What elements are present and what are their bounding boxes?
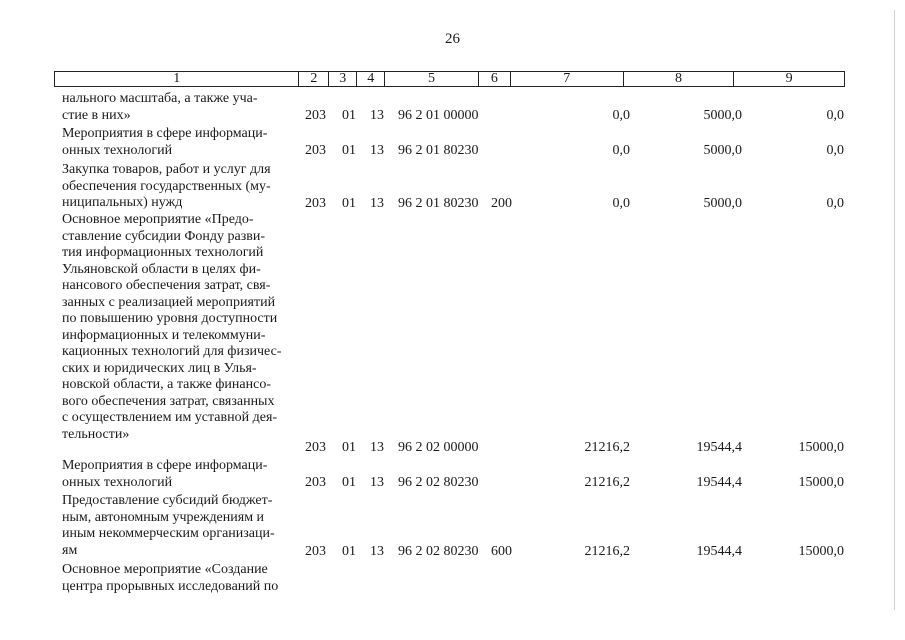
row-code-4: 13 [370,108,384,123]
row-code-2: 203 [305,475,326,490]
row-description [62,458,298,491]
header-col-3: 3 [329,72,357,86]
row-code-3: 01 [342,143,356,158]
desc-line: с осуществлением им уставной дея- [62,410,278,425]
row-code-3: 01 [342,544,356,559]
row-value-8: 5000,0 [703,143,742,158]
row-code-4: 13 [370,196,384,211]
desc-line: обеспечения государственных (му- [62,178,271,194]
row-code-3: 01 [342,196,356,211]
row-value-7: 21216,2 [584,440,630,455]
header-col-2: 2 [299,72,329,86]
row-value-7: 21216,2 [584,475,630,490]
desc-line: стие в них» [62,107,131,123]
row-value-7: 21216,2 [584,544,630,559]
row-code-2: 203 [305,108,326,123]
row-value-8: 19544,4 [696,475,742,490]
desc-line: иным некоммерческим организаци- [62,526,275,541]
header-col-9: 9 [785,71,793,86]
desc-line: новской области, а также финансо- [62,377,271,392]
row-value-7: 0,0 [612,108,630,123]
row-value-7: 0,0 [612,196,630,211]
row-code-6: 200 [491,196,512,211]
row-value-9: 15000,0 [798,475,844,490]
row-code-2: 203 [305,544,326,559]
row-value-9: 0,0 [826,108,844,123]
row-description [62,212,298,443]
row-code-5: 96 2 01 80230 [398,196,479,211]
row-code-4: 13 [370,475,384,490]
desc-line: Ульяновской области в целях фи- [62,261,261,277]
desc-line: Предоставление субсидий бюджет- [62,493,273,508]
row-value-8: 19544,4 [696,440,742,455]
row-code-5: 96 2 02 80230 [398,475,479,490]
desc-line: ным, автономным учреждениям и [62,509,265,525]
header-col-7: 7 [511,72,624,86]
desc-line: центра прорывных исследований по [62,578,279,594]
desc-line: онных технологий [62,142,173,158]
desc-line: кационных технологий для физичес- [62,344,282,359]
row-value-9: 0,0 [826,196,844,211]
row-code-5: 96 2 02 80230 [398,544,479,559]
row-value-9: 0,0 [826,143,844,158]
header-col-6: 6 [479,72,511,86]
desc-line: вого обеспечения затрат, связанных [62,393,275,409]
header-col-4: 4 [357,72,385,86]
row-description [62,126,298,159]
desc-line: онных технологий [62,474,173,490]
row-value-9: 15000,0 [798,544,844,559]
row-code-5: 96 2 01 80230 [398,143,479,158]
row-code-4: 13 [370,143,384,158]
row-value-8: 5000,0 [703,196,742,211]
row-description [62,91,298,124]
desc-line: ниципальных) нужд [62,195,183,210]
desc-line: Закупка товаров, работ и услуг для [62,162,271,177]
row-description [62,162,298,212]
row-code-4: 13 [370,440,384,455]
page-edge-line [894,10,895,610]
row-code-2: 203 [305,143,326,158]
desc-line: ям [62,542,78,558]
header-col-8: 8 [624,72,735,86]
row-value-9: 15000,0 [798,440,844,455]
row-code-2: 203 [305,440,326,455]
desc-line: тия информационных технологий [62,245,264,260]
desc-line: Мероприятия в сфере информаци- [62,458,268,473]
row-code-3: 01 [342,475,356,490]
row-description [62,562,298,595]
desc-line: Основное мероприятие «Создание [62,562,268,577]
row-value-7: 0,0 [612,143,630,158]
row-code-2: 203 [305,196,326,211]
row-value-8: 19544,4 [696,544,742,559]
desc-line: нансового обеспечения затрат, свя- [62,278,271,293]
desc-line: по повышению уровня доступности [62,311,278,326]
page-number: 26 [445,31,460,47]
row-value-8: 5000,0 [703,108,742,123]
header-col-5: 5 [385,72,479,86]
desc-line: ставление субсидии Фонду разви- [62,228,266,244]
desc-line: занных с реализацией мероприятий [62,294,276,310]
row-code-5: 96 2 01 00000 [398,108,479,123]
desc-line: тельности» [62,426,130,442]
table-header [54,71,845,87]
desc-line: Мероприятия в сфере информаци- [62,126,268,141]
desc-line: нального масштаба, а также уча- [62,91,258,106]
row-description [62,493,298,559]
desc-line: Основное мероприятие «Предо- [62,212,254,227]
desc-line: информационных и телекоммуни- [62,327,266,343]
row-code-3: 01 [342,108,356,123]
row-code-4: 13 [370,544,384,559]
header-col-1: 1 [55,72,299,86]
row-code-5: 96 2 02 00000 [398,440,479,455]
row-code-6: 600 [491,544,512,559]
desc-line: ских и юридических лиц в Улья- [62,360,257,376]
row-code-3: 01 [342,440,356,455]
